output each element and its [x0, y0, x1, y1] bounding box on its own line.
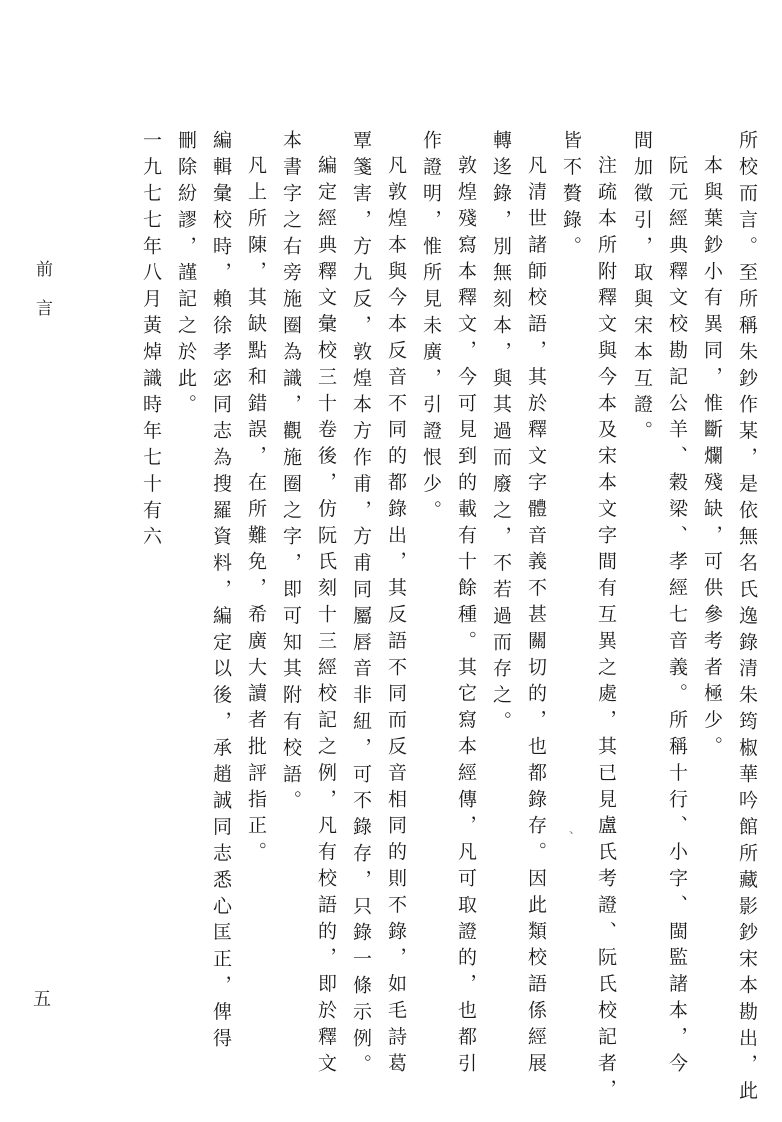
text-column-5: 注疏本所附釋文與今本及宋本文字間有互異之處，其已見盧氏考證、阮氏校記者， [595, 155, 617, 1106]
text-column-9: 敦煌殘寫本釋文，今可見到的載有十餘種。其它寫本經傳，凡可取證的，也都引 [455, 155, 477, 1079]
text-column-8: 轉迻錄，別無刻本，與其過而廢之，不若過而存之。 [490, 130, 512, 738]
text-column-4: 間加徵引，取與宋本互證。 [631, 130, 653, 447]
text-column-7: 凡清世諸師校語，其於釋文字體音義不甚關切的，也都錄存。因此類校語係經展 [525, 155, 547, 1079]
text-column-12: 覃箋害，方九反，敦煌本方作甫，方甫同屬唇音非紐，可不錄存，只錄一條示例。 [350, 130, 372, 1081]
text-column-11: 凡敦煌本與今本反音不同的都錄出，其反語不同而反音相同的則不錄，如毛詩葛 [385, 155, 407, 1079]
text-column-10: 作證明，惟所見未廣，引證恨少。 [420, 130, 442, 526]
text-column-14: 本書字之右旁施圈為識，觀施圈之字，即可知其附有校語。 [280, 130, 302, 817]
page-number: 五 [33, 989, 51, 1010]
margin-mark: 、 [569, 822, 582, 836]
text-column-13: 編定經典釋文彙校三十卷後，仿阮氏刻十三經校記之例，凡有校語的，即於釋文 [315, 155, 337, 1079]
running-head: 前言 [32, 260, 52, 338]
text-column-16: 編輯彙校時，賴徐孝宓同志為搜羅資料，編定以後，承趙誠同志悉心匡正，俾得 [210, 130, 232, 1054]
text-column-17: 刪除紛謬，謹記之於此。 [175, 130, 197, 421]
text-column-6: 皆不贅錄。 [560, 130, 582, 262]
text-column-1: 所校而言。至所稱朱鈔作某，是依無名氏逸錄清朱筠椒華吟館所藏影鈔宋本勘出，此 [736, 130, 758, 1107]
text-column-18: 一九七七年八月黃焯識時年七十有六 [140, 130, 162, 553]
text-column-15: 凡上所陳，其缺點和錯誤，在所難免，希廣大讀者批評指正。 [245, 155, 267, 868]
text-column-3: 阮元經典釋文校勘記公羊、穀梁、孝經七音義。所稱十行、小字、閩監諸本，今 [666, 155, 688, 1079]
text-column-2: 本與葉鈔小有異同，惟斷爛殘缺，可供參考者極少。 [701, 155, 723, 763]
